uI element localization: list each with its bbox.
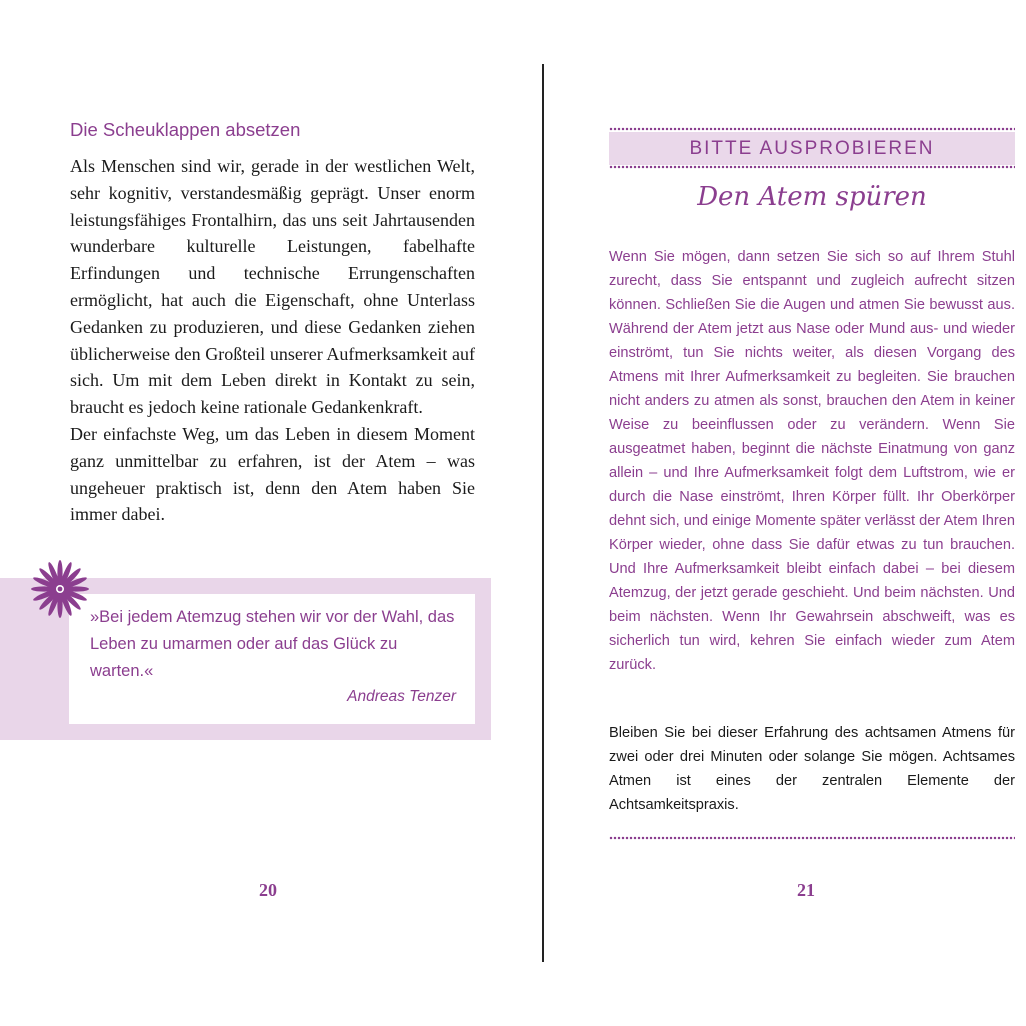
dotted-rule-bottom xyxy=(609,836,1015,840)
exercise-title: Den Atem spüren xyxy=(697,182,927,212)
flower-icon xyxy=(28,557,92,621)
body-paragraph-1: Als Menschen sind wir, gerade in der westlichen Welt, sehr kognitiv, verstandesmäßig geprägt. Unser enorm leistungsfähiges Frontalhirn, das uns seit Jahrtausenden wunderbare kulturelle Leistungen, fabelhafte Erfindungen und technische Errungenschaften ermöglicht, hat auch die Eigenschaft, ohne Unterlass Gedanken zu produzieren, und diese Gedanken ziehen üblicherweise den Großteil unserer Aufmerksamkeit auf sich. Um mit dem Leben direkt in Kontakt zu sein, braucht es jedoch keine rationale Gedankenkraft. xyxy=(70,156,475,418)
quote-author: Andreas Tenzer xyxy=(347,688,456,705)
page-number-right: 21 xyxy=(797,880,815,900)
body-paragraph-2: Der einfachste Weg, um das Leben in diesem Moment ganz unmittelbar zu erfahren, ist der Atem – was ungeheuer praktisch ist, denn den Atem haben Sie immer dabei. xyxy=(70,423,475,525)
page-number-left: 20 xyxy=(259,880,277,900)
closing-text: Bleiben Sie bei dieser Erfahrung des achtsamen Atmens für zwei oder drei Minuten oder solange Sie mögen. Achtsames Atmen ist eines der zentralen Elemente der Achtsamkeitspraxis. xyxy=(609,725,1015,813)
quote-text: »Bei jedem Atemzug stehen wir vor der Wahl, das Leben zu umarmen oder auf das Glück zu warten.« xyxy=(90,608,455,680)
dotted-rule-banner xyxy=(609,165,1015,169)
body-text xyxy=(70,153,475,528)
banner-label: BITTE AUSPROBIEREN xyxy=(689,138,935,159)
section-heading: Die Scheuklappen absetzen xyxy=(70,119,301,140)
exercise-text: Wenn Sie mögen, dann setzen Sie sich so auf Ihrem Stuhl zurecht, dass Sie entspannt und zugleich aufrecht sitzen können. Schließen Sie die Augen und atmen Sie bewusst aus. Während der Atem jetzt aus Nase oder Mund aus- und wieder einströmt, tun Sie nichts weiter, als diesen Vorgang des Atmens mit Ihrer Aufmerksamkeit zu begleiten. Sie brauchen nicht anders zu atmen als sonst, brauchen den Atem in keiner Weise zu beeinflussen oder zu verändern. Wenn Sie ausgeatmet haben, beginnt die nächste Einatmung von ganz allein – und Ihre Aufmerksamkeit folgt dem Luftstrom, wie er durch die Nase einströmt, Ihren Körper füllt. Ihr Oberkörper dehnt sich, und einige Momente später verlässt der Atem Ihren Körper wieder, ohne dass Sie dafür etwas zu tun brauchen. Und Ihre Aufmerksamkeit bleibt einfach dabei – bei diesem Atemzug, der jetzt gerade geschieht. Und beim nächsten. Und beim nächsten. Wenn Ihr Gewahrsein abschweift, was es sicherlich tun wird, kehren Sie einfach wieder zum Atem zurück. xyxy=(609,249,1015,673)
right-page xyxy=(544,0,1026,1026)
dotted-rule-top xyxy=(609,127,1015,131)
